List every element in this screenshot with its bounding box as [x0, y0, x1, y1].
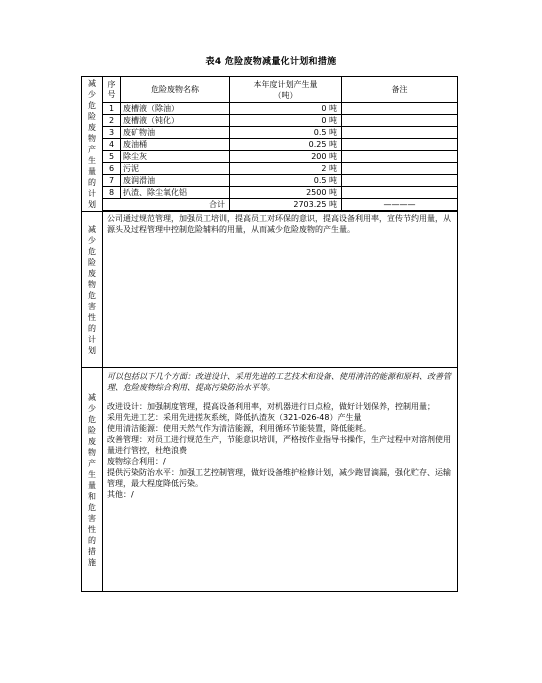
row-amount: 0.25 吨 — [230, 139, 342, 151]
measures-intro: 可以包括以下几个方面：改进设计、采用先进的工艺技术和设备、使用清洁的能源和原料、改善管理、危险废物综合利用、提高污染防治水平等。 — [107, 372, 451, 392]
table-row — [82, 115, 458, 127]
page-title: 表4 危险废物减量化计划和措施 — [205, 57, 337, 67]
measure-line: 采用先进工艺：采用先进搓灰系统，降低扒渣灰（321-026-48）产生量 — [107, 413, 362, 422]
row-name: 废槽液（除油） — [121, 103, 230, 115]
row-seq: 7 — [103, 175, 121, 187]
row-note — [342, 103, 458, 115]
row-seq: 4 — [103, 139, 121, 151]
table-row — [82, 139, 458, 151]
row-name: 废矿物油 — [121, 127, 230, 139]
measure-line: 使用清洁能源：使用天然气作为清洁能源，利用循环节能装置，降低能耗。 — [107, 424, 371, 433]
total-value: 2703.25 吨 — [230, 199, 342, 211]
section2-text: 公司通过规范管理，加强员工培训，提高员工对环保的意识，提高设备利用率，宣传节约用量，从源头及过程管理中控制危险辅料的用量，从而减少危险废物的产生量。 — [103, 212, 458, 368]
total-note: ———— — [342, 199, 458, 211]
plan-table — [81, 76, 458, 592]
section3-label: 减少危险废物产生量和危害性的措施 — [82, 368, 103, 592]
measure-line: 改善管理：对员工进行规范生产，节能意识培训，严格按作业指导书操作，生产过程中对溶剂使用量进行管控，杜绝浪费 — [107, 435, 451, 455]
row-name: 废油桶 — [121, 139, 230, 151]
row-note — [342, 139, 458, 151]
row-seq: 2 — [103, 115, 121, 127]
measure-line: 其他：/ — [107, 490, 134, 499]
table-row — [82, 187, 458, 199]
row-amount: 0.5 吨 — [230, 127, 342, 139]
row-amount: 2 吨 — [230, 163, 342, 175]
header-amount: 本年度计划产生量（吨） — [230, 77, 342, 103]
row-seq: 5 — [103, 151, 121, 163]
row-seq: 8 — [103, 187, 121, 199]
row-note — [342, 151, 458, 163]
row-note — [342, 115, 458, 127]
row-seq: 1 — [103, 103, 121, 115]
row-amount: 0.5 吨 — [230, 175, 342, 187]
total-label: 合计 — [103, 199, 230, 211]
row-name: 废润滑油 — [121, 175, 230, 187]
measure-line: 改进设计：加强制度管理，提高设备利用率，对机器进行日点检，做好计划保养，控制用量； — [107, 402, 435, 411]
row-name: 除尘灰 — [121, 151, 230, 163]
row-amount: 2500 吨 — [230, 187, 342, 199]
row-seq: 6 — [103, 163, 121, 175]
row-note — [342, 187, 458, 199]
header-name: 危险废物名称 — [121, 77, 230, 103]
table-row — [82, 151, 458, 163]
table-row — [82, 163, 458, 175]
row-amount: 200 吨 — [230, 151, 342, 163]
row-seq: 3 — [103, 127, 121, 139]
row-amount: 0 吨 — [230, 103, 342, 115]
section1-label: 减少危险废物产生量的计划 — [82, 77, 103, 212]
row-name: 污泥 — [121, 163, 230, 175]
row-name: 废槽液（钝化） — [121, 115, 230, 127]
table-row — [82, 175, 458, 187]
section3-content — [103, 368, 458, 592]
section2-label: 减少危险废物危害性的计划 — [82, 212, 103, 368]
table-row — [82, 127, 458, 139]
measure-line: 提供污染防治水平：加强工艺控制管理，做好设备维护检修计划，减少跑冒滴漏，强化贮存、运输管理，最大程度降低污染。 — [107, 468, 451, 488]
total-row — [82, 199, 458, 211]
row-note — [342, 127, 458, 139]
row-amount: 0 吨 — [230, 115, 342, 127]
table-row — [82, 103, 458, 115]
row-note — [342, 163, 458, 175]
row-name: 扒渣、除尘氧化铝 — [121, 187, 230, 199]
measure-line: 废物综合利用：/ — [107, 457, 166, 466]
header-note: 备注 — [342, 77, 458, 103]
header-seq: 序号 — [103, 77, 121, 103]
row-note — [342, 175, 458, 187]
